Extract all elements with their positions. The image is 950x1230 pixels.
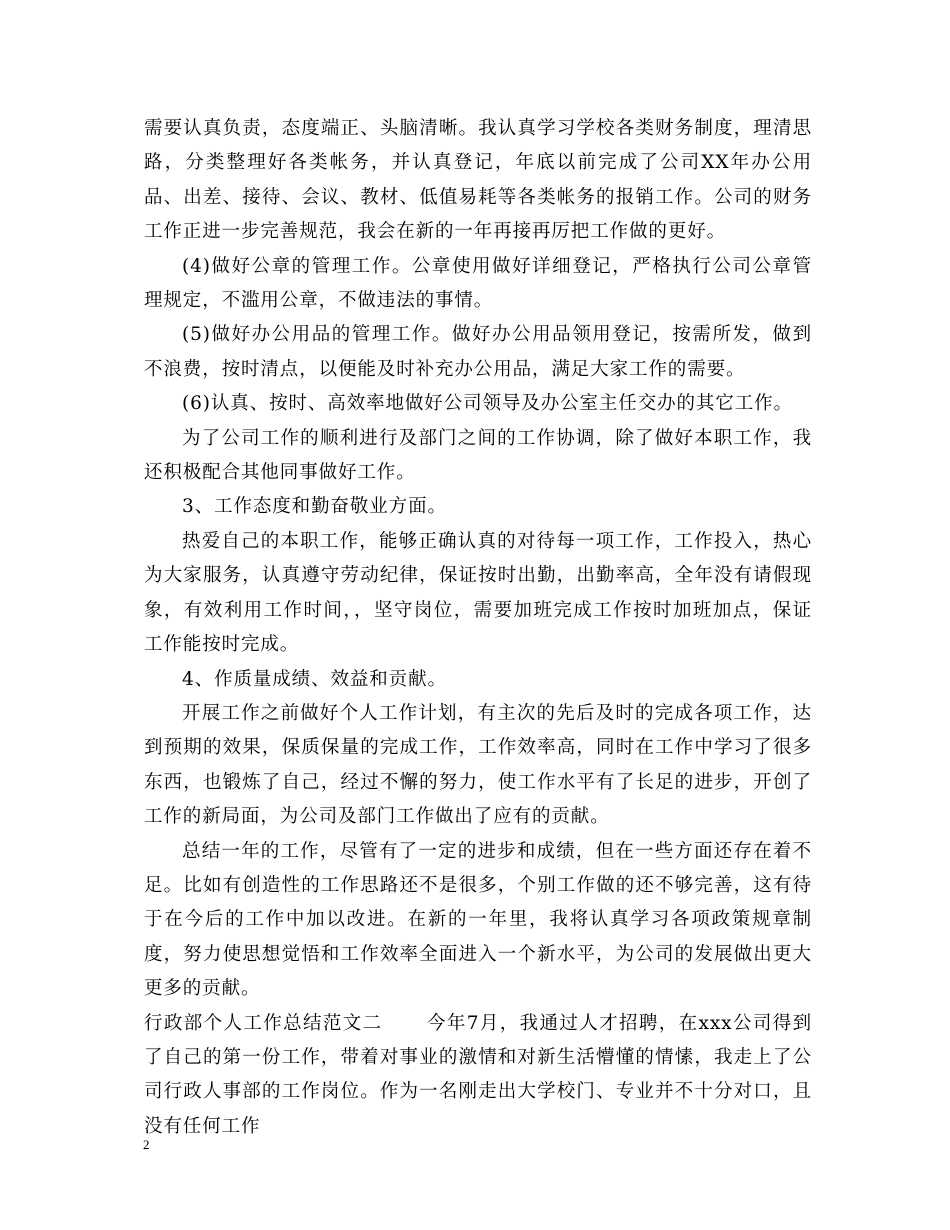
paragraph-second-sample — [144, 1007, 812, 1145]
paragraph-quality: 开展工作之前做好个人工作计划，有主次的先后及时的完成各项工作，达到预期的效果，保质保量的完成工作，工作效率高，同时在工作中学习了很多东西，也锻炼了自己，经过不懈的努力，使工作水平有了长足的进步，开创了工作的新局面，为公司及部门工作做出了应有的贡献。 — [144, 702, 812, 828]
paragraph-office-supplies: (5)做好办公用品的管理工作。做好办公用品领用登记，按需所发，做到不浪费，按时清点，以便能及时补充办公用品，满足大家工作的需要。 — [144, 324, 812, 380]
paragraph-summary: 总结一年的工作，尽管有了一定的进步和成绩，但在一些方面还存在着不足。比如有创造性的工作思路还不是很多，个别工作做的还不够完善，这有待于在今后的工作中加以改进。在新的一年里，我将认真学习各项政策规章制度，努力使思想觉悟和工作效率全面进入一个新水平，为公司的发展做出更大更多的贡献。 — [144, 840, 812, 1000]
sample-body: 今年7月，我通过人才招聘，在xxx公司得到了自己的第一份工作，带着对事业的激情和对新生活懵懂的情愫，我走上了公司行政人事部的工作岗位。作为一名刚走出大学校门、专业并不十分对口，且没有任何工作 — [144, 1012, 812, 1137]
page-number: 2 — [143, 1137, 150, 1152]
sample-title: 行政部个人工作总结范文二 — [144, 1012, 383, 1034]
paragraph-assigned-tasks: (6)认真、按时、高效率地做好公司领导及办公室主任交办的其它工作。 — [182, 393, 793, 415]
paragraph-finance-continued: 需要认真负责，态度端正、头脑清晰。我认真学习学校各类财务制度，理清思路，分类整理好各类帐务，并认真登记，年底以前完成了公司XX年办公用品、出差、接待、会议、教材、低值易耗等各类帐务的报销工作。公司的财务工作正进一步完善规范，我会在新的一年再接再厉把工作做的更好。 — [144, 118, 812, 243]
paragraph-attitude: 热爱自己的本职工作，能够正确认真的对待每一项工作，工作投入，热心为大家服务，认真遵守劳动纪律，保证按时出勤，出勤率高，全年没有请假现象，有效利用工作时间，，坚守岗位，需要加班完成工作按时加班加点，保证工作能按时完成。 — [144, 530, 812, 656]
document-body — [144, 112, 812, 1144]
paragraph-seal-management: (4)做好公章的管理工作。公章使用做好详细登记，严格执行公司公章管理规定，不滥用公章，不做违法的事情。 — [144, 255, 812, 312]
paragraph-coordination: 为了公司工作的顺利进行及部门之间的工作协调，除了做好本职工作，我还积极配合其他同事做好工作。 — [144, 427, 812, 484]
section-heading-quality: 4、作质量成绩、效益和贡献。 — [182, 668, 447, 690]
section-heading-attitude: 3、工作态度和勤奋敬业方面。 — [182, 496, 447, 518]
